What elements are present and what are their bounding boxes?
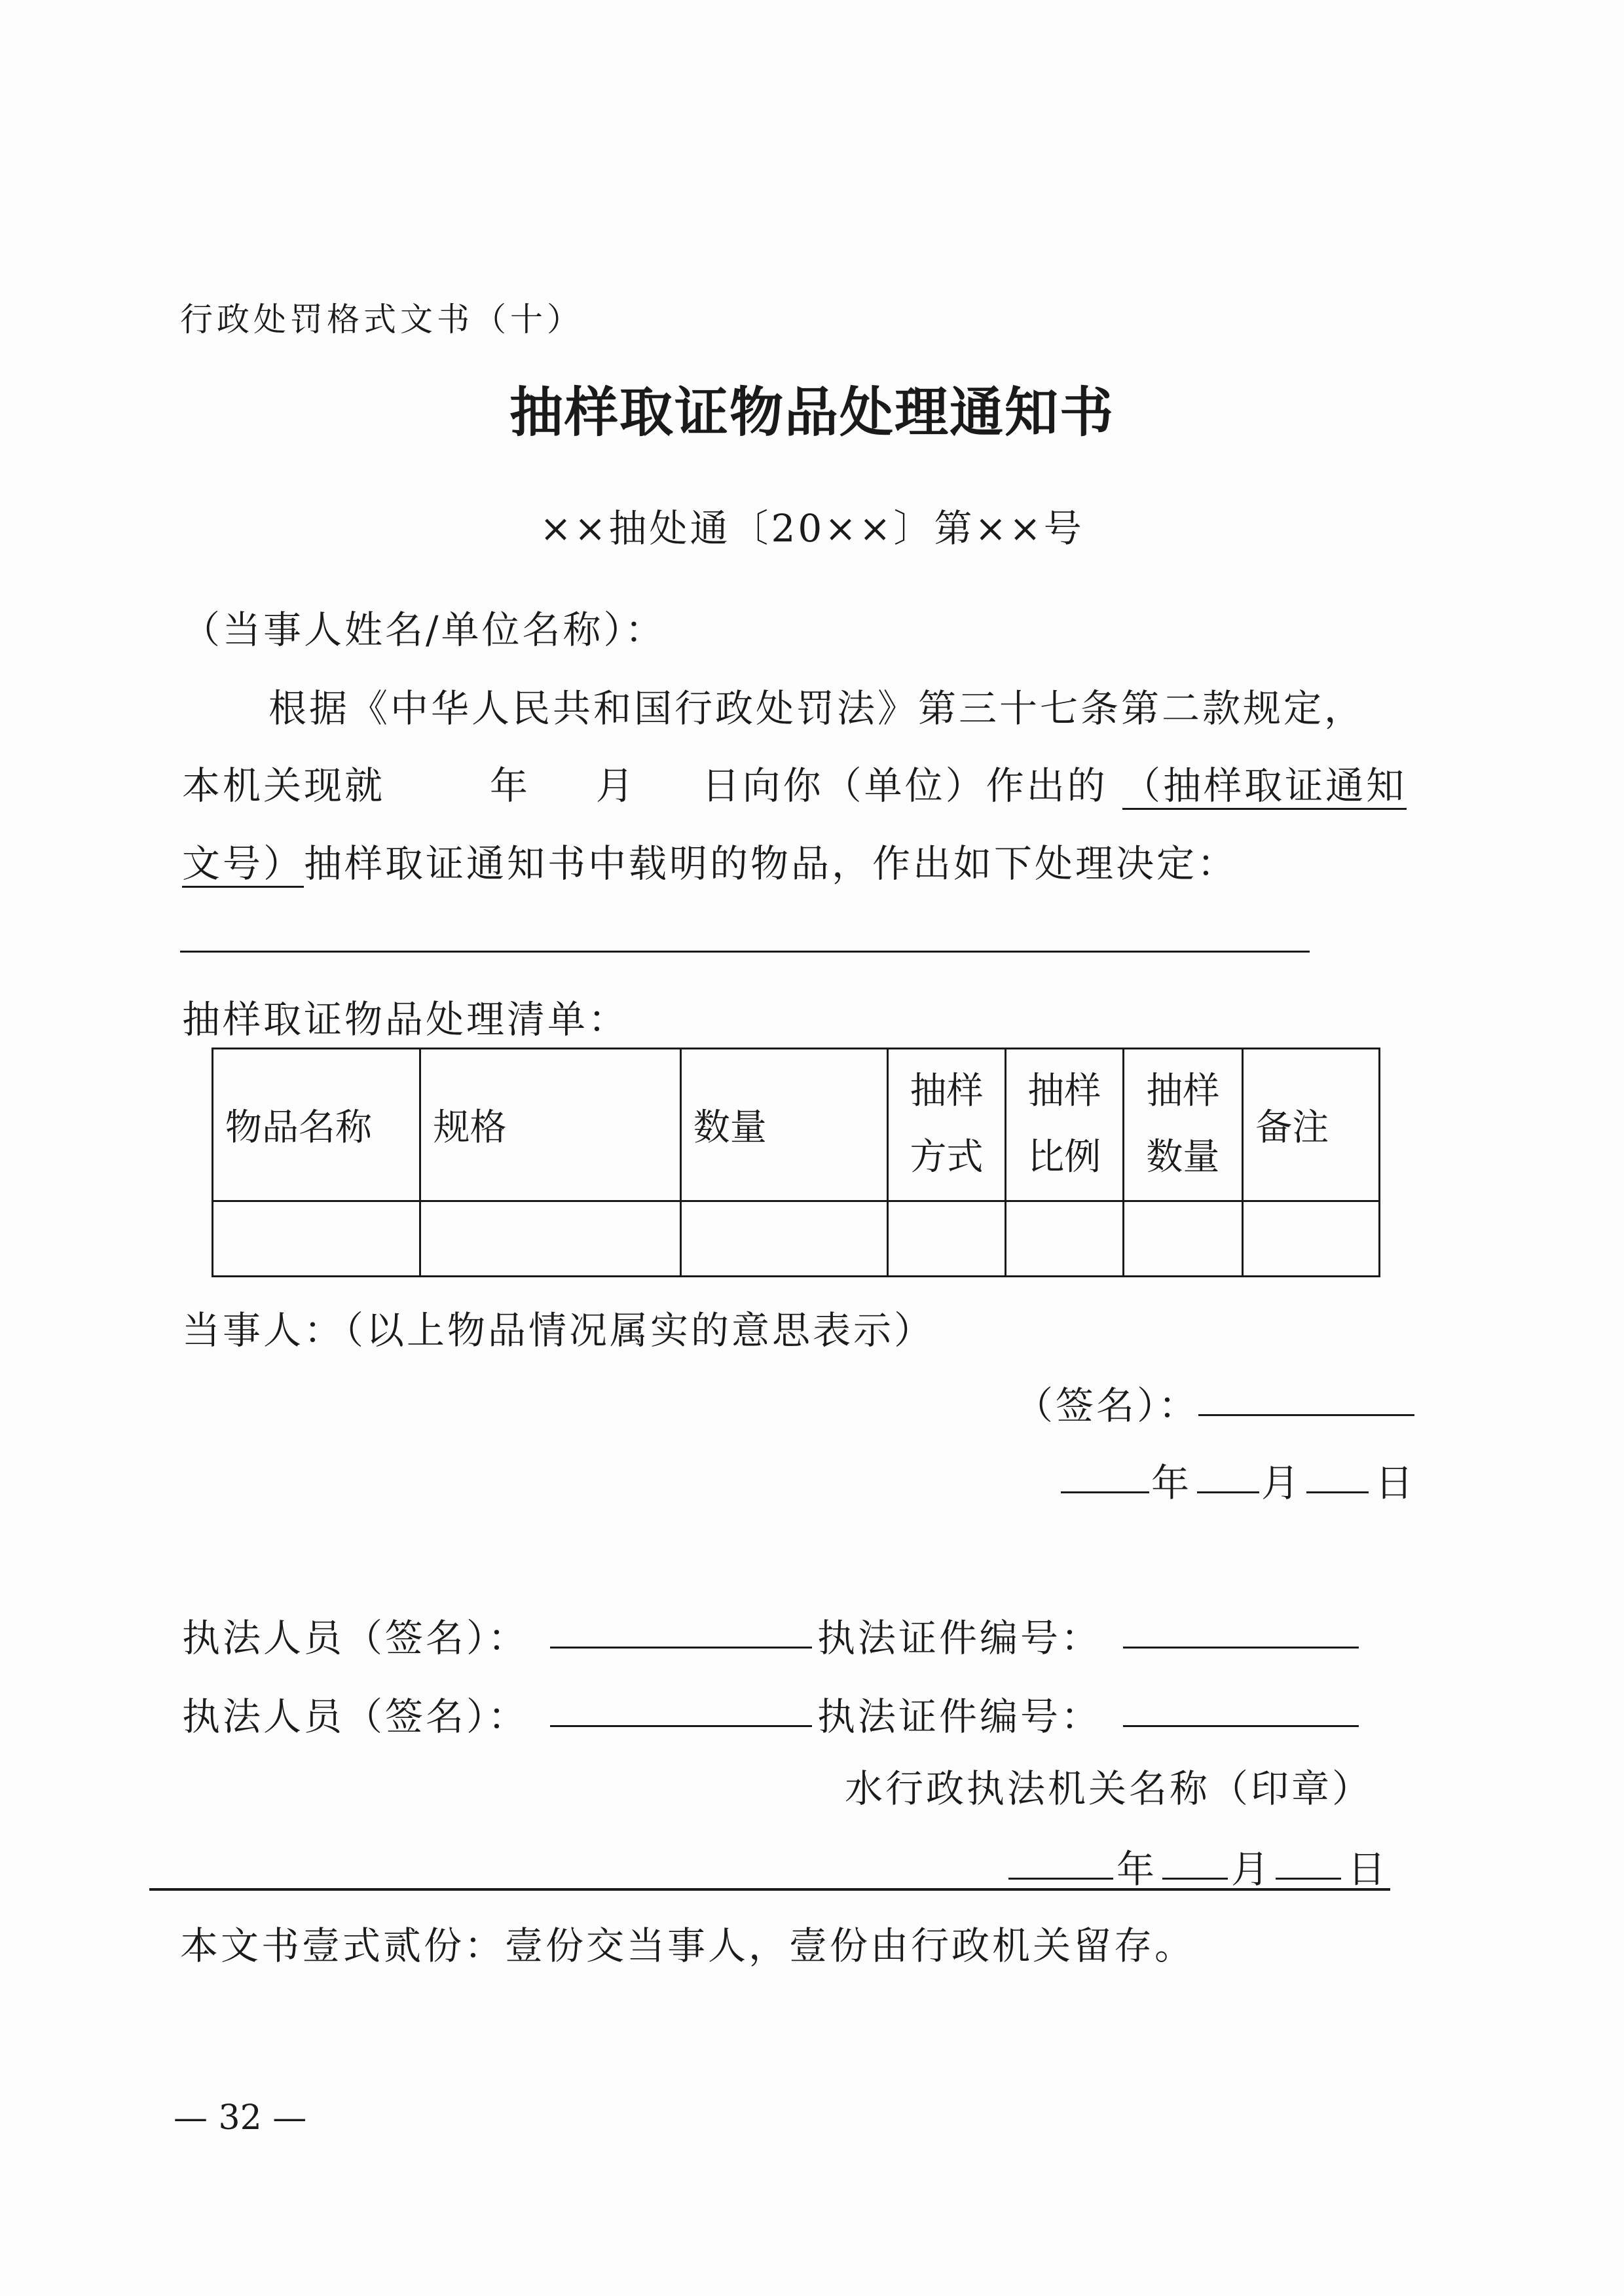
header-sampling-method-line2: 方式 — [910, 1136, 984, 1178]
cell-sample-quantity[interactable] — [1123, 1201, 1243, 1277]
notice-year-label: 年 — [489, 763, 530, 808]
officer-1-cert-line[interactable] — [1123, 1647, 1359, 1649]
table-row — [213, 1201, 1380, 1277]
party-statement: 当事人：（以上物品情况属实的意思表示） — [182, 1308, 935, 1353]
list-caption: 抽样取证物品处理清单： — [182, 997, 629, 1042]
authority-year-label: 年 — [1116, 1847, 1158, 1891]
authority-month-blank[interactable] — [1162, 1878, 1228, 1880]
authority-day-blank[interactable] — [1276, 1878, 1341, 1880]
header-item-name: 物品名称 — [213, 1049, 420, 1201]
cell-remark[interactable] — [1243, 1201, 1380, 1277]
party-day-blank[interactable] — [1306, 1491, 1369, 1493]
header-remark: 备注 — [1243, 1049, 1380, 1201]
officer-2-label: 执法人员（签名）： — [182, 1694, 529, 1739]
party-month-blank[interactable] — [1197, 1491, 1259, 1493]
header-sample-quantity-line1: 抽样 — [1146, 1070, 1220, 1113]
authority-year-blank[interactable] — [1008, 1878, 1113, 1880]
header-quantity: 数量 — [680, 1049, 887, 1201]
cell-sampling-ratio[interactable] — [1005, 1201, 1123, 1277]
document-number: ××抽处通〔20××〕第××号 — [540, 506, 1084, 551]
notice-decision-text: 抽样取证通知书中载明的物品，作出如下处理决定： — [304, 841, 1238, 886]
footer-note: 本文书壹式贰份：壹份交当事人，壹份由行政机关留存。 — [180, 1923, 1196, 1968]
party-month-label: 月 — [1261, 1461, 1302, 1505]
cell-quantity[interactable] — [680, 1201, 887, 1277]
notice-month-label: 月 — [595, 763, 637, 808]
officer-2-signature-line[interactable] — [550, 1725, 812, 1727]
addressee: （当事人姓名/单位名称）： — [182, 608, 666, 652]
authority-month-label: 月 — [1231, 1847, 1272, 1891]
header-sample-quantity-line2: 数量 — [1146, 1136, 1220, 1178]
party-signature-line[interactable] — [1198, 1414, 1414, 1416]
notice-intro: 本机关现就 — [182, 763, 386, 808]
footer-divider — [149, 1888, 1390, 1891]
party-year-label: 年 — [1151, 1461, 1192, 1505]
notice-day-text: 日向你（单位）作出的 — [701, 763, 1108, 808]
cell-item-name[interactable] — [213, 1201, 420, 1277]
decision-blank-line — [180, 951, 1310, 953]
document-series-label: 行政处罚格式文书（十） — [180, 301, 583, 338]
party-sign-label: （签名）： — [1015, 1383, 1200, 1428]
officer-2-cert-label: 执法证件编号： — [817, 1694, 1102, 1739]
notice-line-2 — [182, 755, 1407, 810]
party-day-label: 日 — [1375, 1461, 1416, 1505]
header-sampling-ratio-line1: 抽样 — [1027, 1070, 1101, 1113]
officer-1-cert-label: 执法证件编号： — [817, 1616, 1102, 1660]
authority-name: 水行政执法机关名称（印章） — [845, 1766, 1373, 1811]
authority-day-label: 日 — [1348, 1847, 1389, 1891]
header-sampling-ratio-line2: 比例 — [1027, 1136, 1101, 1178]
legal-basis-paragraph: 根据《中华人民共和国行政处罚法》第三十七条第二款规定， — [268, 686, 1365, 731]
header-spec: 规格 — [420, 1049, 680, 1201]
party-year-blank[interactable] — [1061, 1491, 1149, 1493]
page-number: — 32 — — [174, 2098, 307, 2138]
notice-line-3 — [182, 833, 1238, 888]
cell-spec[interactable] — [420, 1201, 680, 1277]
document-title: 抽样取证物品处理通知书 — [509, 381, 1115, 444]
header-sampling-method-line1: 抽样 — [910, 1070, 984, 1113]
notice-ref-part1: （抽样取证通知 — [1122, 763, 1407, 810]
header-sample-quantity — [1123, 1049, 1243, 1201]
disposal-list-table — [212, 1048, 1380, 1277]
officer-2-cert-line[interactable] — [1123, 1725, 1359, 1727]
table-header-row — [213, 1049, 1380, 1201]
notice-ref-part2: 文号） — [182, 841, 304, 888]
officer-1-label: 执法人员（签名）： — [182, 1616, 529, 1660]
officer-1-signature-line[interactable] — [550, 1647, 812, 1649]
cell-sampling-method[interactable] — [888, 1201, 1006, 1277]
header-sampling-ratio — [1005, 1049, 1123, 1201]
header-sampling-method — [888, 1049, 1006, 1201]
